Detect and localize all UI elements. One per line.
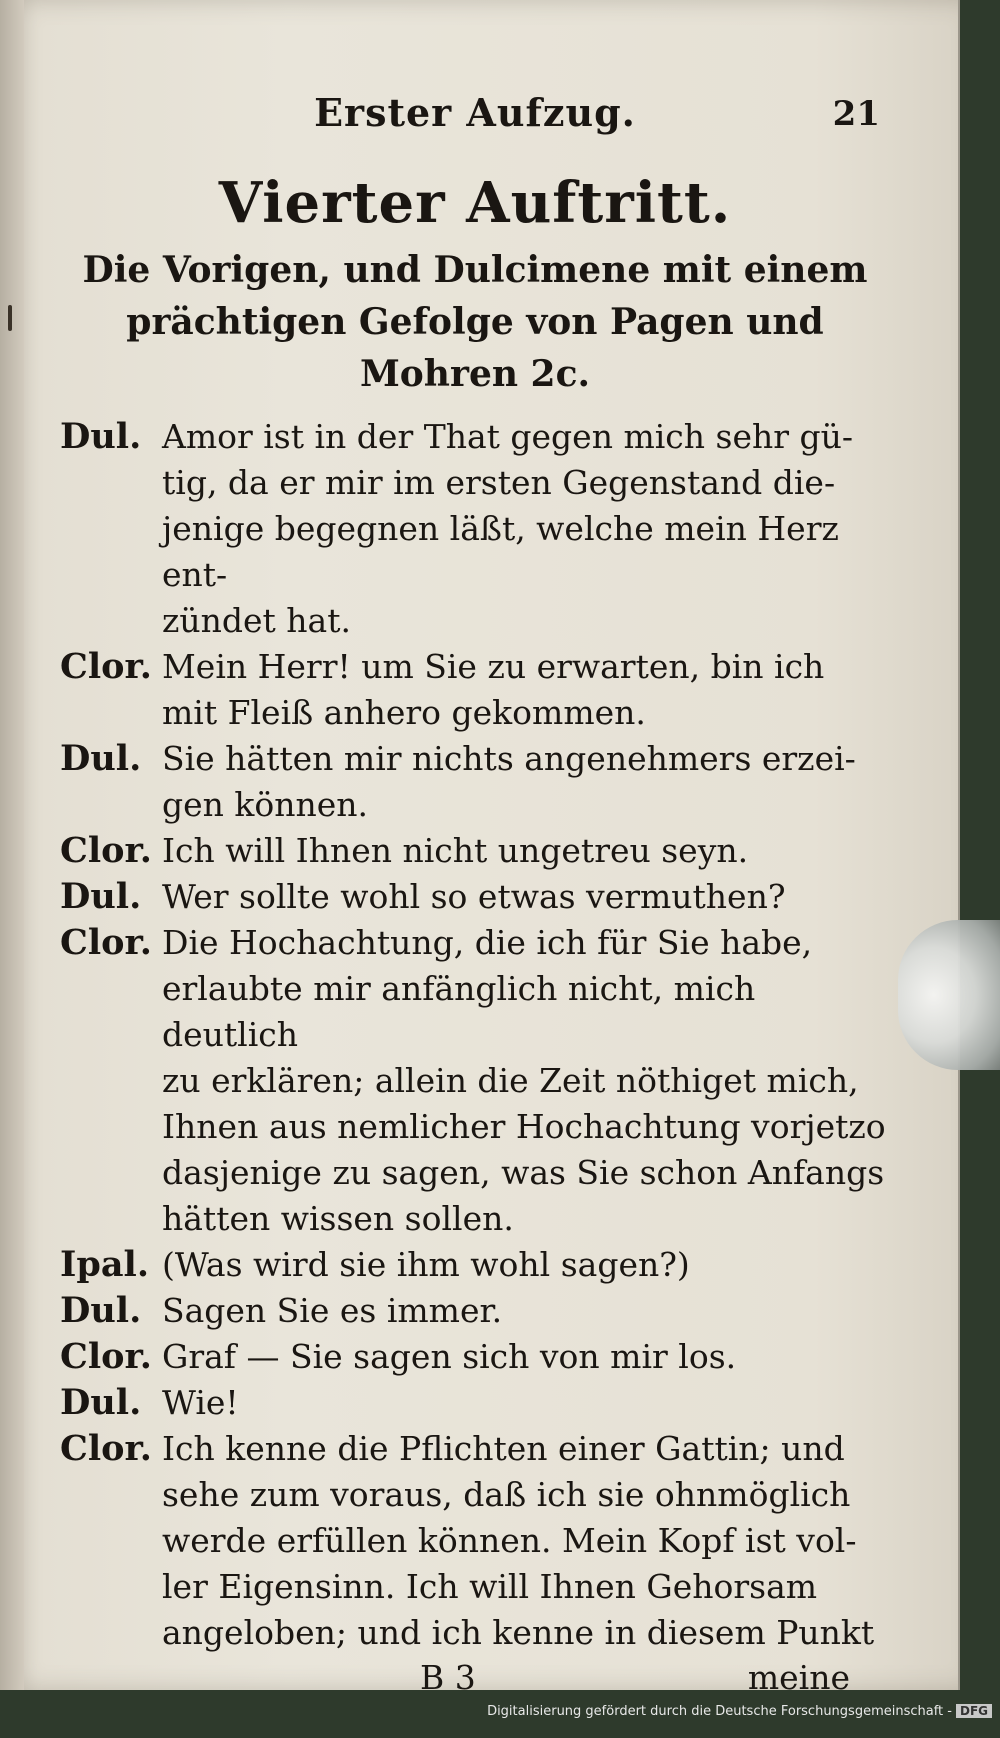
speaker-name: Dul. bbox=[60, 876, 142, 917]
speaker-name: Clor. bbox=[60, 1428, 152, 1469]
speech-line: tig, da er mir im ersten Gegenstand die- bbox=[162, 463, 836, 502]
speaker-name: Clor. bbox=[60, 646, 152, 687]
speech-line: erlaubte mir anfänglich nicht, mich deutlich bbox=[162, 969, 756, 1054]
speech-text bbox=[162, 1426, 890, 1656]
speaker-name: Clor. bbox=[60, 1336, 152, 1377]
speaker-name: Dul. bbox=[60, 1290, 142, 1331]
running-head bbox=[60, 80, 890, 160]
speech-text bbox=[162, 1334, 890, 1380]
speech-text bbox=[162, 874, 890, 920]
speech-text bbox=[162, 414, 890, 644]
speaker-name: Dul. bbox=[60, 1382, 142, 1423]
speech-line: Sagen Sie es immer. bbox=[162, 1291, 503, 1330]
digitization-footer bbox=[0, 1704, 1000, 1728]
speech-text bbox=[162, 828, 890, 874]
stage-direction-line: prächtigen Gefolge von Pagen und bbox=[126, 301, 824, 343]
signature-mark: B 3 bbox=[420, 1658, 476, 1697]
speech-line: hätten wissen sollen. bbox=[162, 1199, 514, 1238]
speech-line: Graf — Sie sagen sich von mir los. bbox=[162, 1337, 737, 1376]
speech-line: gen können. bbox=[162, 785, 369, 824]
speech-line: Ich kenne die Pflichten einer Gattin; und bbox=[162, 1429, 845, 1468]
speech-line: Amor ist in der That gegen mich sehr gü- bbox=[162, 417, 854, 456]
dialogue-line bbox=[60, 874, 890, 920]
speech-line: Ihnen aus nemlicher Hochachtung vorjetzo bbox=[162, 1107, 886, 1146]
speech-line: Die Hochachtung, die ich für Sie habe, bbox=[162, 923, 813, 962]
speech-line: zündet hat. bbox=[162, 601, 351, 640]
catchword: meine bbox=[747, 1658, 850, 1697]
dialogue-line bbox=[60, 736, 890, 828]
page-clip bbox=[898, 920, 1000, 1070]
speaker-name: Ipal. bbox=[60, 1244, 150, 1285]
dialogue-line bbox=[60, 920, 890, 1242]
dialogue bbox=[60, 414, 890, 1656]
speech-line: Wer sollte wohl so etwas vermuthen? bbox=[162, 877, 786, 916]
speaker-name: Clor. bbox=[60, 922, 152, 963]
dialogue-line bbox=[60, 1380, 890, 1426]
stage-direction-line: Die Vorigen, und Dulcimene mit einem bbox=[82, 249, 868, 291]
speech-line: Wie! bbox=[162, 1383, 239, 1422]
stage-direction-line: Mohren 2c. bbox=[359, 353, 591, 395]
dialogue-line bbox=[60, 414, 890, 644]
speech-text bbox=[162, 644, 890, 736]
footer-text: Digitalisierung gefördert durch die Deutsche Forschungsgemeinschaft - bbox=[487, 1704, 952, 1719]
speech-text bbox=[162, 920, 890, 1242]
speech-text bbox=[162, 1288, 890, 1334]
speech-line: werde erfüllen können. Mein Kopf ist vol- bbox=[162, 1521, 857, 1560]
speech-line: (Was wird sie ihm wohl sagen?) bbox=[162, 1245, 690, 1284]
speech-line: Ich will Ihnen nicht ungetreu seyn. bbox=[162, 831, 749, 870]
dfg-logo: DFG bbox=[956, 1704, 992, 1718]
speech-line: sehe zum voraus, daß ich sie ohnmöglich bbox=[162, 1475, 851, 1514]
speaker-name: Dul. bbox=[60, 738, 142, 779]
page-text bbox=[60, 80, 890, 1704]
speech-text bbox=[162, 1380, 890, 1426]
speech-line: angeloben; und ich kenne in diesem Punkt bbox=[162, 1613, 875, 1652]
gutter-mark bbox=[8, 305, 12, 331]
speaker-name: Dul. bbox=[60, 416, 142, 457]
speech-text bbox=[162, 736, 890, 828]
speech-line: zu erklären; allein die Zeit nöthiget mich, bbox=[162, 1061, 859, 1100]
speech-line: dasjenige zu sagen, was Sie schon Anfangs bbox=[162, 1153, 885, 1192]
speech-line: jenige begegnen läßt, welche mein Herz ent- bbox=[162, 509, 839, 594]
book-spine bbox=[0, 0, 24, 1690]
dialogue-line bbox=[60, 1288, 890, 1334]
speech-line: mit Fleiß anhero gekommen. bbox=[162, 693, 646, 732]
running-head-title: Erster Aufzug. bbox=[314, 90, 636, 135]
speech-line: ler Eigensinn. Ich will Ihnen Gehorsam bbox=[162, 1567, 818, 1606]
dialogue-line bbox=[60, 1334, 890, 1380]
page-number: 21 bbox=[832, 94, 880, 134]
dialogue-line bbox=[60, 1426, 890, 1656]
speech-line: Sie hätten mir nichts angenehmers erzei- bbox=[162, 739, 856, 778]
dialogue-line bbox=[60, 828, 890, 874]
page-foot bbox=[60, 1658, 890, 1704]
stage-direction bbox=[60, 244, 890, 400]
speech-line: Mein Herr! um Sie zu erwarten, bin ich bbox=[162, 647, 825, 686]
speaker-name: Clor. bbox=[60, 830, 152, 871]
speech-text bbox=[162, 1242, 890, 1288]
dialogue-line bbox=[60, 644, 890, 736]
scene-title: Vierter Auftritt. bbox=[218, 170, 732, 236]
dialogue-line bbox=[60, 1242, 890, 1288]
